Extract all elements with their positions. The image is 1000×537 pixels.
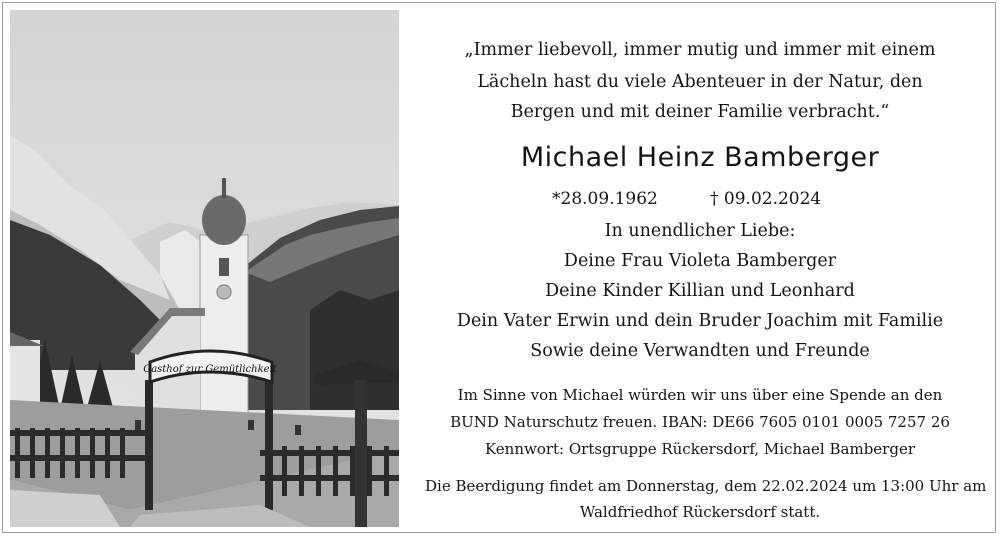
gasthof-sign-text: Gasthof zur Gemütlichkeit	[143, 364, 277, 375]
funeral-line-1: Die Beerdigung findet am Donnerstag, dem 22.02.2024 um 13:00 Uhr am	[425, 477, 987, 495]
funeral-line-2: Waldfriedhof Rückersdorf statt.	[579, 503, 821, 521]
quote-line-1: „Immer liebevoll, immer mutig und immer mit einem	[464, 40, 936, 60]
death-date: † 09.02.2024	[710, 189, 822, 209]
mourner-relatives: Sowie deine Verwandten und Freunde	[530, 341, 870, 361]
mourner-wife: Deine Frau Violeta Bamberger	[563, 251, 837, 271]
memorial-photo	[10, 10, 399, 527]
notice-text	[425, 0, 987, 537]
birth-date: *28.09.1962	[552, 189, 658, 209]
donation-line-2: BUND Naturschutz freuen. IBAN: DE66 7605 0101 0005 7257 26	[450, 413, 950, 431]
alpine-village-photo	[10, 10, 399, 527]
mourner-children: Deine Kinder Killian und Leonhard	[545, 281, 855, 301]
mourner-father-brother: Dein Vater Erwin und dein Bruder Joachim mit Familie	[456, 311, 944, 331]
quote-line-3: Bergen und mit deiner Familie verbracht.“	[510, 102, 890, 122]
deceased-name: Michael Heinz Bamberger	[520, 142, 880, 173]
donation-line-3: Kennwort: Ortsgruppe Rückersdorf, Michael Bamberger	[484, 440, 915, 458]
donation-line-1: Im Sinne von Michael würden wir uns über eine Spende an den	[457, 386, 943, 404]
quote-line-2: Lächeln hast du viele Abenteuer in der Natur, den	[477, 72, 923, 92]
mourners-intro: In unendlicher Liebe:	[604, 221, 796, 241]
